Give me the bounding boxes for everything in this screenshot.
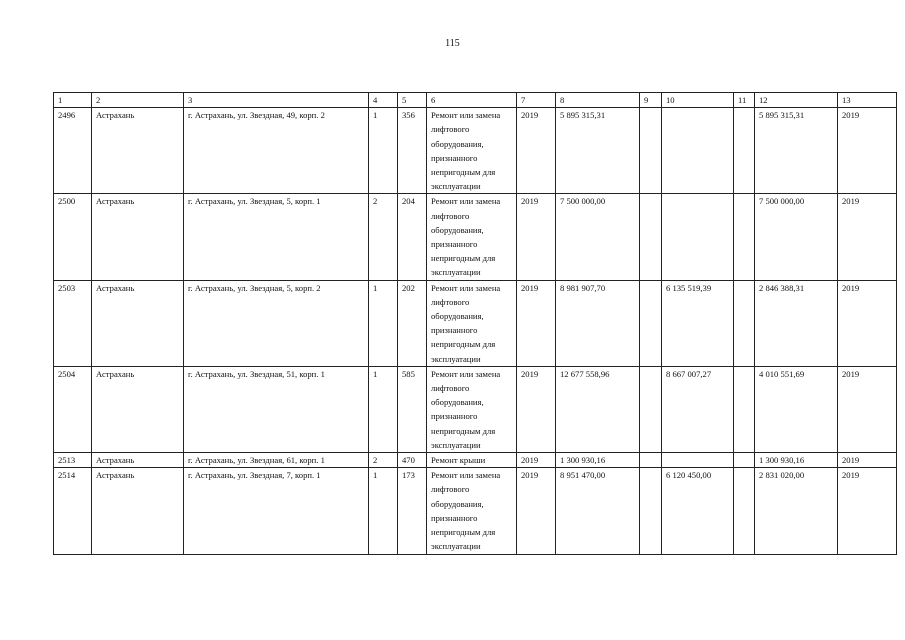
cell-col5: 585 bbox=[398, 366, 427, 452]
cell-col9 bbox=[640, 280, 662, 366]
cell-end-year: 2019 bbox=[838, 194, 897, 280]
cell-col12: 7 500 000,00 bbox=[755, 194, 838, 280]
cell-address: г. Астрахань, ул. Звездная, 61, корп. 1 bbox=[184, 453, 369, 468]
cell-col4: 2 bbox=[369, 194, 398, 280]
cell-id: 2513 bbox=[54, 453, 92, 468]
cell-work-type: Ремонт крыши bbox=[427, 453, 517, 468]
cell-city: Астрахань bbox=[92, 468, 184, 554]
cell-city: Астрахань bbox=[92, 453, 184, 468]
table-body bbox=[54, 93, 897, 555]
cell-work-type: Ремонт или замена лифтового оборудования, признанного непригодным для эксплуатации bbox=[427, 108, 517, 194]
cell-year: 2019 bbox=[517, 108, 556, 194]
cell-end-year: 2019 bbox=[838, 280, 897, 366]
cell-col9 bbox=[640, 468, 662, 554]
cell-col12: 5 895 315,31 bbox=[755, 108, 838, 194]
cell-col9 bbox=[640, 194, 662, 280]
column-header: 4 bbox=[369, 93, 398, 108]
cell-city: Астрахань bbox=[92, 194, 184, 280]
cell-col12: 4 010 551,69 bbox=[755, 366, 838, 452]
cell-id: 2496 bbox=[54, 108, 92, 194]
column-header: 1 bbox=[54, 93, 92, 108]
cell-year: 2019 bbox=[517, 453, 556, 468]
cell-total-cost: 12 677 558,96 bbox=[556, 366, 640, 452]
column-header: 6 bbox=[427, 93, 517, 108]
column-header: 7 bbox=[517, 93, 556, 108]
cell-work-type: Ремонт или замена лифтового оборудования, признанного непригодным для эксплуатации bbox=[427, 468, 517, 554]
cell-id: 2503 bbox=[54, 280, 92, 366]
header-row bbox=[54, 93, 897, 108]
cell-total-cost: 8 981 907,70 bbox=[556, 280, 640, 366]
cell-address: г. Астрахань, ул. Звездная, 51, корп. 1 bbox=[184, 366, 369, 452]
cell-address: г. Астрахань, ул. Звездная, 5, корп. 2 bbox=[184, 280, 369, 366]
column-header: 3 bbox=[184, 93, 369, 108]
cell-col5: 204 bbox=[398, 194, 427, 280]
cell-id: 2504 bbox=[54, 366, 92, 452]
column-header: 5 bbox=[398, 93, 427, 108]
table-row bbox=[54, 280, 897, 366]
cell-col10: 6 135 519,39 bbox=[662, 280, 734, 366]
cell-col11 bbox=[734, 108, 755, 194]
cell-col10: 6 120 450,00 bbox=[662, 468, 734, 554]
cell-col11 bbox=[734, 453, 755, 468]
cell-end-year: 2019 bbox=[838, 366, 897, 452]
cell-col9 bbox=[640, 453, 662, 468]
cell-col4: 1 bbox=[369, 366, 398, 452]
cell-col5: 356 bbox=[398, 108, 427, 194]
cell-col11 bbox=[734, 194, 755, 280]
table-row bbox=[54, 108, 897, 194]
cell-id: 2500 bbox=[54, 194, 92, 280]
column-header: 2 bbox=[92, 93, 184, 108]
cell-year: 2019 bbox=[517, 280, 556, 366]
cell-end-year: 2019 bbox=[838, 108, 897, 194]
page-number: 115 bbox=[445, 38, 460, 49]
cell-col10: 8 667 007,27 bbox=[662, 366, 734, 452]
column-header: 11 bbox=[734, 93, 755, 108]
cell-year: 2019 bbox=[517, 468, 556, 554]
cell-total-cost: 5 895 315,31 bbox=[556, 108, 640, 194]
cell-col4: 1 bbox=[369, 280, 398, 366]
table-row bbox=[54, 453, 897, 468]
cell-work-type: Ремонт или замена лифтового оборудования, признанного непригодным для эксплуатации bbox=[427, 194, 517, 280]
cell-col11 bbox=[734, 366, 755, 452]
cell-col5: 173 bbox=[398, 468, 427, 554]
cell-col5: 470 bbox=[398, 453, 427, 468]
column-header: 9 bbox=[640, 93, 662, 108]
column-header: 10 bbox=[662, 93, 734, 108]
cell-col5: 202 bbox=[398, 280, 427, 366]
cell-col10 bbox=[662, 453, 734, 468]
cell-end-year: 2019 bbox=[838, 468, 897, 554]
cell-id: 2514 bbox=[54, 468, 92, 554]
cell-col10 bbox=[662, 108, 734, 194]
cell-col4: 2 bbox=[369, 453, 398, 468]
column-header: 12 bbox=[755, 93, 838, 108]
cell-total-cost: 8 951 470,00 bbox=[556, 468, 640, 554]
table-row bbox=[54, 194, 897, 280]
cell-col10 bbox=[662, 194, 734, 280]
cell-year: 2019 bbox=[517, 194, 556, 280]
cell-col4: 1 bbox=[369, 108, 398, 194]
cell-city: Астрахань bbox=[92, 280, 184, 366]
cell-year: 2019 bbox=[517, 366, 556, 452]
cell-col11 bbox=[734, 280, 755, 366]
column-header: 8 bbox=[556, 93, 640, 108]
cell-col12: 1 300 930,16 bbox=[755, 453, 838, 468]
cell-total-cost: 1 300 930,16 bbox=[556, 453, 640, 468]
table-row bbox=[54, 468, 897, 554]
cell-total-cost: 7 500 000,00 bbox=[556, 194, 640, 280]
cell-address: г. Астрахань, ул. Звездная, 5, корп. 1 bbox=[184, 194, 369, 280]
cell-work-type: Ремонт или замена лифтового оборудования, признанного непригодным для эксплуатации bbox=[427, 366, 517, 452]
cell-city: Астрахань bbox=[92, 366, 184, 452]
cell-city: Астрахань bbox=[92, 108, 184, 194]
column-header: 13 bbox=[838, 93, 897, 108]
data-table bbox=[53, 92, 897, 555]
cell-col11 bbox=[734, 468, 755, 554]
cell-work-type: Ремонт или замена лифтового оборудования, признанного непригодным для эксплуатации bbox=[427, 280, 517, 366]
cell-address: г. Астрахань, ул. Звездная, 49, корп. 2 bbox=[184, 108, 369, 194]
cell-col9 bbox=[640, 108, 662, 194]
cell-col4: 1 bbox=[369, 468, 398, 554]
cell-col12: 2 831 020,00 bbox=[755, 468, 838, 554]
cell-end-year: 2019 bbox=[838, 453, 897, 468]
cell-col12: 2 846 388,31 bbox=[755, 280, 838, 366]
table-row bbox=[54, 366, 897, 452]
cell-col9 bbox=[640, 366, 662, 452]
cell-address: г. Астрахань, ул. Звездная, 7, корп. 1 bbox=[184, 468, 369, 554]
